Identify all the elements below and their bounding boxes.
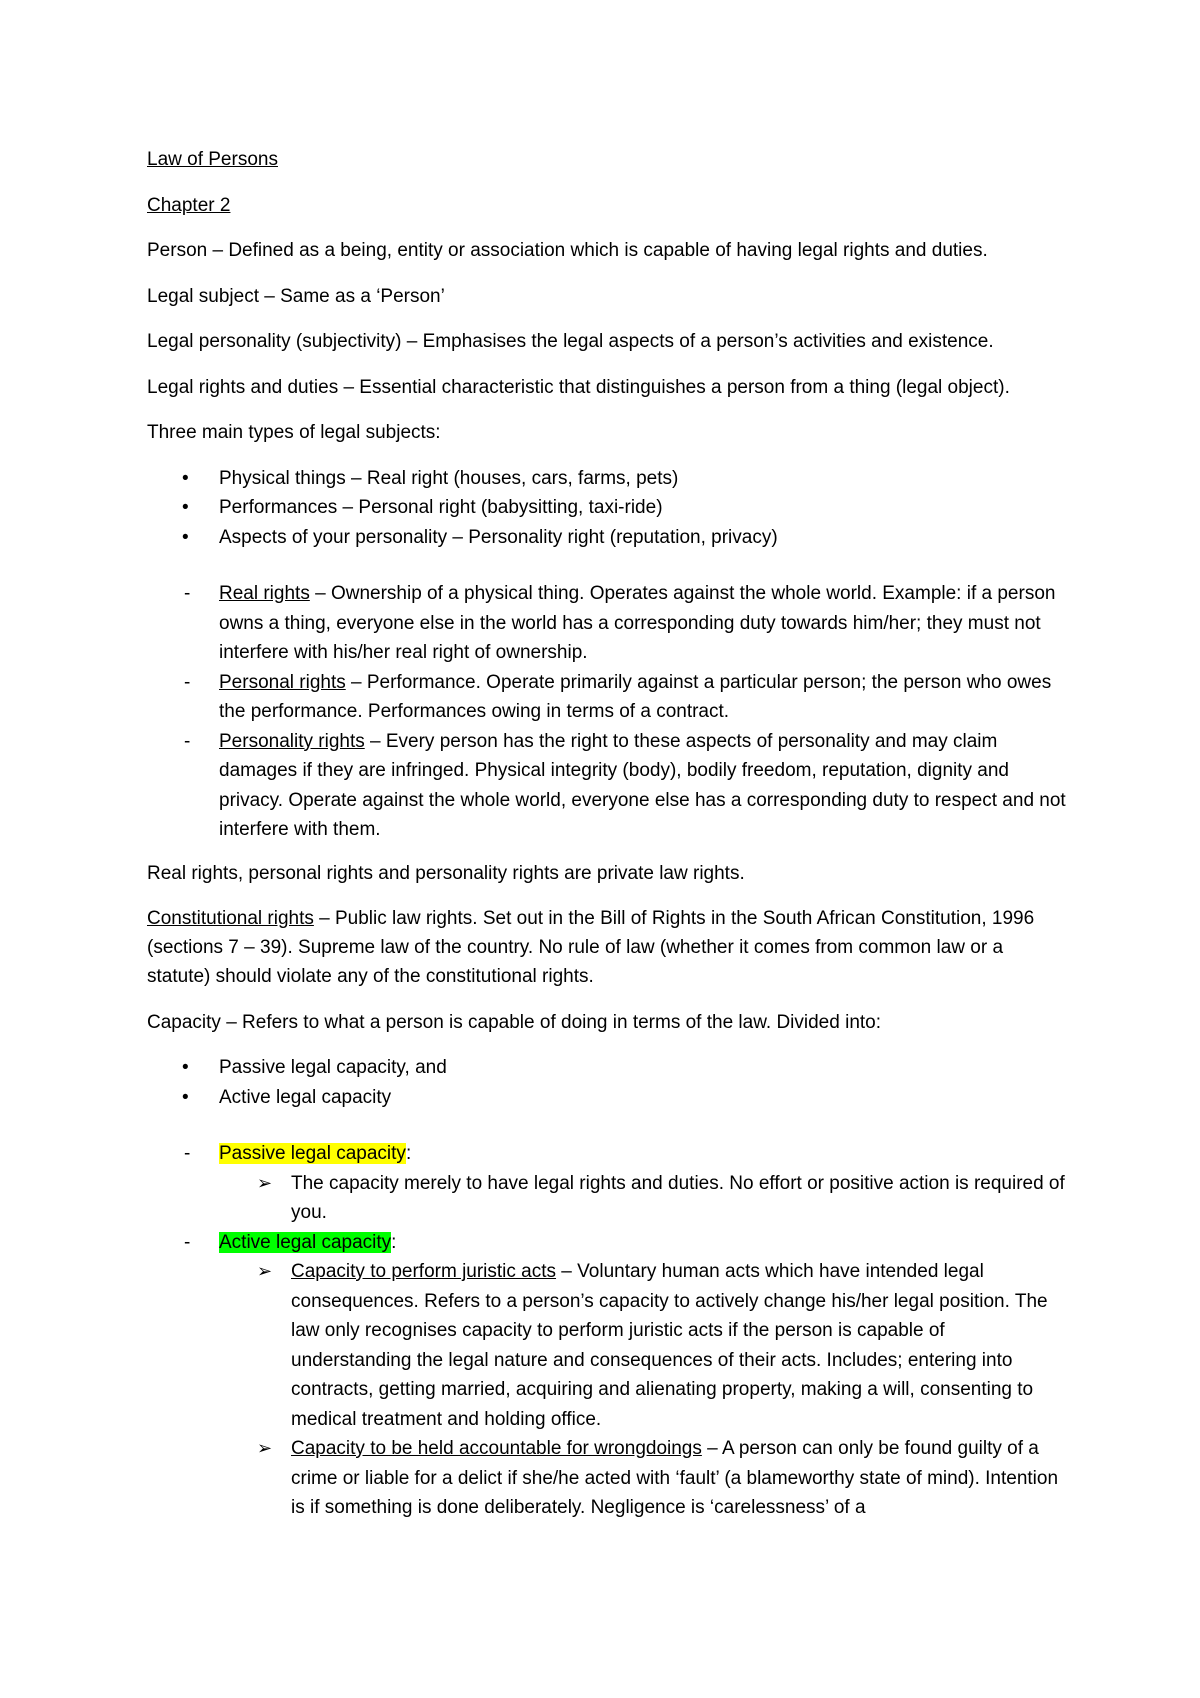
list-item — [147, 493, 1067, 523]
private-law-paragraph: Real rights, personal rights and personality rights are private law rights. — [147, 862, 745, 884]
capacity-intro: Capacity – Refers to what a person is capable of doing in terms of the law. Divided into: — [147, 1011, 882, 1033]
document-page — [147, 145, 1067, 1537]
capacity-detail-list — [147, 1139, 1067, 1523]
highlight-passive-capacity: Passive legal capacity — [219, 1143, 406, 1164]
list-item — [147, 727, 1067, 845]
constitutional-paragraph — [147, 904, 1067, 991]
list-item-text: Passive legal capacity, and — [219, 1057, 447, 1078]
bullet-icon: • — [182, 497, 189, 518]
definition-person: Person – Defined as a being, entity or association which is capable of having legal rights and duties. — [147, 240, 988, 261]
list-item-text: – Performance. Operate primarily against a particular person; the person who owes the performance. Performances owing in terms of a contract. — [219, 671, 1052, 722]
term-real-rights: Real rights — [219, 583, 310, 604]
term-personal-rights: Personal rights — [219, 671, 346, 693]
term-juristic-acts: Capacity to perform juristic acts — [291, 1261, 557, 1282]
list-item — [219, 1434, 1067, 1523]
list-item-text: Physical things – Real right (houses, cars, farms, pets) — [219, 467, 679, 489]
dash-icon: - — [184, 583, 191, 604]
arrow-icon: ➢ — [257, 1172, 273, 1193]
colon: : — [405, 1143, 412, 1164]
dash-icon: - — [184, 671, 191, 693]
list-item-text: Aspects of your personality – Personality right (reputation, privacy) — [219, 526, 778, 548]
list-item-passive — [147, 1139, 1067, 1228]
definition-legal-personality: Legal personality (subjectivity) – Emphasises the legal aspects of a person’s activities and existence. — [147, 331, 994, 352]
capacity-types-list — [147, 1053, 1067, 1112]
list-item-text: The capacity merely to have legal rights and duties. No effort or positive action is required of you. — [291, 1172, 1065, 1223]
bullet-icon: • — [182, 1086, 189, 1108]
list-item — [147, 464, 1067, 494]
arrow-icon: ➢ — [257, 1438, 273, 1458]
list-item-text: Active legal capacity — [219, 1086, 392, 1108]
bullet-icon: • — [182, 1057, 189, 1078]
dash-icon: - — [184, 1143, 191, 1164]
active-sublist — [219, 1257, 1067, 1523]
bullet-icon: • — [182, 526, 189, 548]
arrow-icon: ➢ — [257, 1261, 273, 1281]
dash-icon: - — [184, 730, 191, 752]
list-item — [147, 1083, 1067, 1113]
list-item-text: – A person can only be found guilty of a crime or liable for a delict if she/he acted with ‘fault’ (a blameworthy state of mind). Intention is if something is done deliberately. Negligence is ‘carelessness’ of a — [291, 1438, 1059, 1518]
definition-legal-rights: Legal rights and duties – Essential characteristic that distinguishes a person from a thing (legal object). — [147, 376, 1010, 398]
list-item — [147, 579, 1067, 668]
bullet-icon: • — [182, 467, 189, 489]
paragraph-text: – Public law rights. Set out in the Bill of Rights in the South African Constitution, 1996 (sections 7 – 39). Supreme law of the country. No rule of law (whether it comes from common law or a statute) should violate any of the constitutional rights. — [147, 908, 1035, 987]
list-item — [219, 1169, 1067, 1228]
dash-icon: - — [184, 1231, 191, 1253]
definition-legal-subject: Legal subject – Same as a ‘Person’ — [147, 285, 445, 307]
types-intro: Three main types of legal subjects: — [147, 422, 441, 443]
colon: : — [391, 1231, 397, 1253]
list-item-active — [147, 1228, 1067, 1523]
list-item-text: – Ownership of a physical thing. Operates against the whole world. Example: if a person owns a thing, everyone else in the world has a corresponding duty towards him/her; they must not interfere with his/her real right of ownership. — [219, 583, 1056, 663]
list-item — [147, 1053, 1067, 1083]
term-constitutional-rights: Constitutional rights — [147, 908, 314, 929]
document-title: Law of Persons — [147, 149, 278, 170]
highlight-active-capacity: Active legal capacity — [219, 1231, 392, 1253]
rights-list — [147, 579, 1067, 845]
list-item — [147, 668, 1067, 727]
list-item-text: – Voluntary human acts which have intended legal consequences. Refers to a person’s capacity to actively change his/her legal position. The law only recognises capacity to perform juristic acts if the person is capable of understanding the legal nature and consequences of their acts. Includes; entering into contracts, getting married, acquiring and alienating property, making a will, consenting to medical treatment and holding office. — [291, 1261, 1048, 1430]
list-item — [147, 523, 1067, 553]
list-item-text: – Every person has the right to these aspects of personality and may claim damages if they are infringed. Physical integrity (body), bodily freedom, reputation, dignity and privacy. Operate against the whole world, everyone else has a corresponding duty to respect and not interfere with them. — [219, 730, 1066, 840]
list-item-text: Performances – Personal right (babysitting, taxi-ride) — [219, 497, 663, 518]
term-personality-rights: Personality rights — [219, 730, 365, 752]
list-item — [219, 1257, 1067, 1434]
passive-sublist — [219, 1169, 1067, 1228]
term-accountability: Capacity to be held accountable for wrongdoings — [291, 1438, 702, 1459]
chapter-heading: Chapter 2 — [147, 194, 231, 216]
types-list — [147, 464, 1067, 553]
